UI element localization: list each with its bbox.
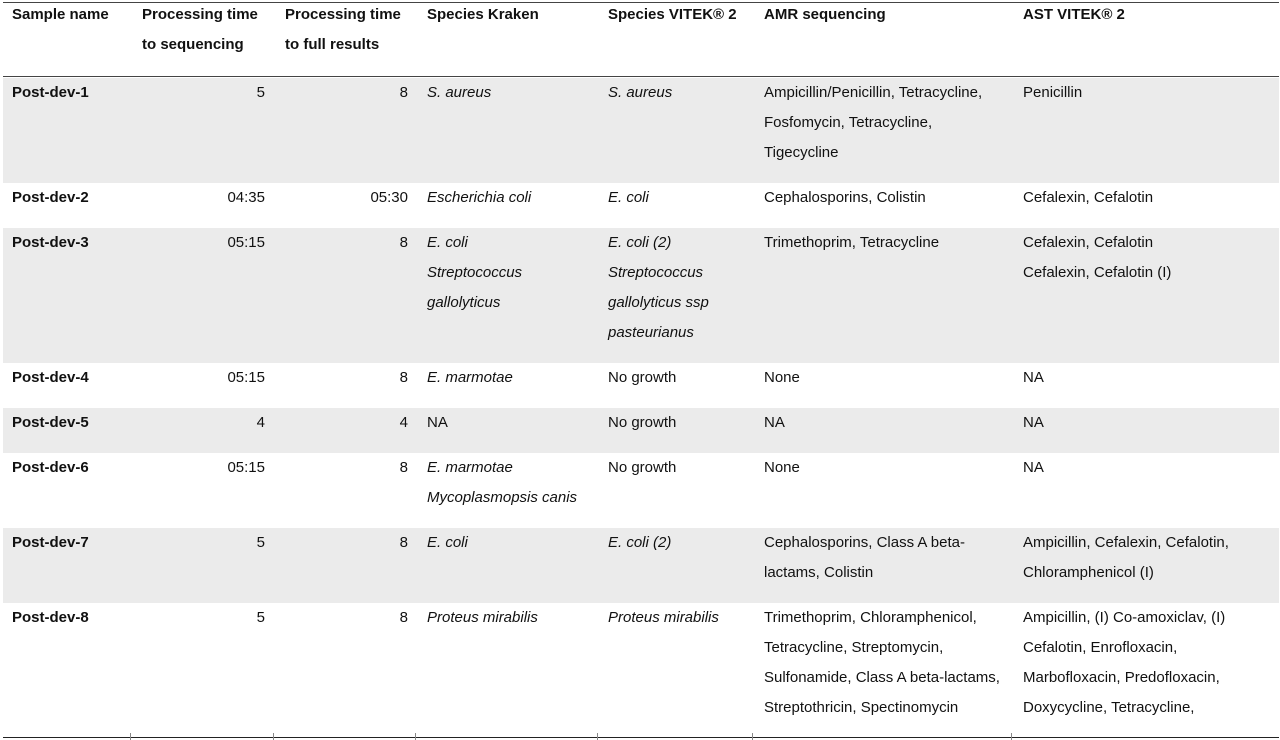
time-to-sequencing-cell: 4: [256, 414, 265, 431]
ast-vitek-cell: Cefalexin, Cefalotin Cefalexin, Cefalotin (I): [1023, 234, 1172, 281]
header-sample-name: Sample name: [12, 6, 109, 23]
species-vitek-cell: E. coli (2) Streptococcus gallolyticus ssp pasteurianus: [608, 234, 709, 341]
time-to-sequencing-cell: 5: [256, 609, 265, 626]
time-to-sequencing-cell: 5: [256, 84, 265, 101]
time-to-full-results-cell: 05:30: [370, 189, 408, 206]
header-amr-sequencing: AMR sequencing: [764, 6, 886, 23]
sample-name-cell: Post-dev-8: [12, 609, 89, 626]
species-kraken-cell: E. coli Streptococcus gallolyticus: [427, 234, 523, 311]
species-vitek-cell: No growth: [608, 369, 677, 386]
species-kraken-cell: E. coli: [427, 534, 468, 551]
species-kraken-cell: Proteus mirabilis: [427, 609, 538, 626]
sample-name-cell: Post-dev-3: [12, 234, 89, 251]
time-to-full-results-cell: 8: [399, 609, 408, 626]
column-tick: [130, 733, 131, 740]
time-to-sequencing-cell: 05:15: [227, 234, 265, 251]
header-ast-vitek: AST VITEK® 2: [1023, 6, 1125, 23]
ast-vitek-cell: Ampicillin, Cefalexin, Cefalotin, Chloramphenicol (I): [1023, 534, 1229, 581]
species-vitek-cell: E. coli: [608, 189, 649, 206]
species-kraken-cell: E. marmotae Mycoplasmopsis canis: [427, 459, 578, 506]
time-to-sequencing-cell: 05:15: [227, 459, 265, 476]
time-to-full-results-cell: 8: [399, 534, 408, 551]
amr-sequencing-cell: Trimethoprim, Tetracycline: [764, 234, 940, 251]
header-processing-to-full-results: Processing time to full results: [285, 6, 401, 53]
ast-vitek-cell: Cefalexin, Cefalotin: [1023, 189, 1154, 206]
time-to-full-results-cell: 8: [399, 234, 408, 251]
time-to-full-results-cell: 8: [399, 84, 408, 101]
ast-vitek-cell: NA: [1023, 414, 1044, 431]
ast-vitek-cell: NA: [1023, 369, 1044, 386]
amr-sequencing-cell: None: [764, 369, 800, 386]
sample-name-cell: Post-dev-7: [12, 534, 89, 551]
species-kraken-cell: E. marmotae: [427, 369, 513, 386]
header-species-kraken: Species Kraken: [427, 6, 539, 23]
header-processing-to-sequencing: Processing time to sequencing: [142, 6, 258, 53]
species-kraken-cell: NA: [427, 414, 448, 431]
amr-sequencing-cell: Trimethoprim, Chloramphenicol, Tetracycline, Streptomycin, Sulfonamide, Class A beta-lactams, Streptothricin, Spectinomycin: [764, 609, 1000, 716]
species-vitek-cell: No growth: [608, 414, 677, 431]
time-to-sequencing-cell: 04:35: [227, 189, 265, 206]
ast-vitek-cell: Ampicillin, (I) Co-amoxiclav, (I) Cefalotin, Enrofloxacin, Marbofloxacin, Predofloxacin, Doxycycline, Tetracycline,: [1023, 609, 1226, 716]
species-kraken-cell: S. aureus: [427, 84, 492, 101]
species-vitek-cell: Proteus mirabilis: [608, 609, 719, 626]
time-to-full-results-cell: 4: [399, 414, 408, 431]
sample-name-cell: Post-dev-5: [12, 414, 89, 431]
time-to-full-results-cell: 8: [399, 369, 408, 386]
amr-sequencing-cell: Cephalosporins, Colistin: [764, 189, 926, 206]
sample-name-cell: Post-dev-2: [12, 189, 89, 206]
time-to-full-results-cell: 8: [399, 459, 408, 476]
amr-sequencing-cell: Cephalosporins, Class A beta- lactams, Colistin: [764, 534, 965, 581]
species-vitek-cell: S. aureus: [608, 84, 673, 101]
column-tick: [273, 733, 274, 740]
table-bottom-rule: [3, 737, 1279, 738]
header-species-vitek: Species VITEK® 2: [608, 6, 737, 23]
sample-name-cell: Post-dev-6: [12, 459, 89, 476]
column-tick: [752, 733, 753, 740]
species-vitek-cell: E. coli (2): [608, 534, 672, 551]
amr-sequencing-cell: NA: [764, 414, 785, 431]
sample-name-cell: Post-dev-1: [12, 84, 89, 101]
column-tick: [415, 733, 416, 740]
ast-vitek-cell: Penicillin: [1023, 84, 1083, 101]
header-rule: [3, 76, 1279, 77]
amr-sequencing-cell: Ampicillin/Penicillin, Tetracycline, Fosfomycin, Tetracycline, Tigecycline: [764, 84, 983, 161]
time-to-sequencing-cell: 5: [256, 534, 265, 551]
ast-vitek-cell: NA: [1023, 459, 1044, 476]
column-tick: [597, 733, 598, 740]
species-kraken-cell: Escherichia coli: [427, 189, 532, 206]
sample-name-cell: Post-dev-4: [12, 369, 89, 386]
species-vitek-cell: No growth: [608, 459, 677, 476]
column-tick: [1011, 733, 1012, 740]
amr-sequencing-cell: None: [764, 459, 800, 476]
time-to-sequencing-cell: 05:15: [227, 369, 265, 386]
